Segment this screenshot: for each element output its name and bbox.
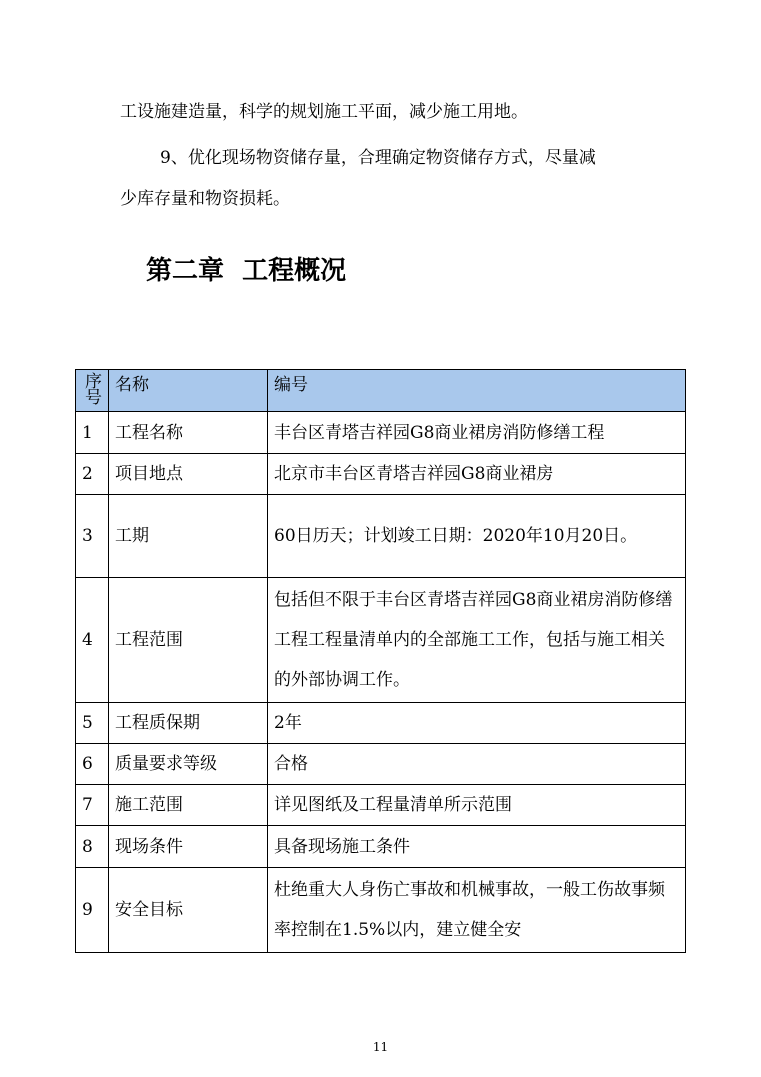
table-row [76,703,686,744]
cell-value: 详见图纸及工程量清单所示范围 [268,785,686,826]
cell-value: 2年 [268,703,686,744]
cell-value: 具备现场施工条件 [268,826,686,868]
table-row [76,868,686,953]
cell-name: 工程名称 [109,412,268,454]
cell-name: 现场条件 [109,826,268,868]
cell-name: 施工范围 [109,785,268,826]
page-number: 11 [372,1040,389,1054]
cell-seq: 2 [76,454,109,495]
cell-name: 工程质保期 [109,703,268,744]
table-row [76,495,686,578]
cell-seq: 5 [76,703,109,744]
cell-seq: 8 [76,826,109,868]
cell-name: 工程范围 [109,578,268,703]
paragraph-line: 9、优化现场物资储存量，合理确定物资储存方式，尽量减 [160,148,596,168]
paragraph-line: 少库存量和物资损耗。 [120,189,290,209]
chapter-heading: 第二章 工程概况 [146,256,347,286]
table-row [76,578,686,703]
paragraph-line: 工设施建造量，科学的规划施工平面，减少施工用地。 [120,102,528,122]
cell-value: 包括但不限于丰台区青塔吉祥园G8商业裙房消防修缮工程工程量清单内的全部施工工作，包括与施工相关的外部协调工作。 [268,578,686,703]
cell-seq: 9 [76,868,109,953]
cell-name: 质量要求等级 [109,744,268,785]
header-code: 编号 [268,370,686,412]
cell-value: 60日历天；计划竣工日期：2020年10月20日。 [268,495,686,578]
cell-value: 合格 [268,744,686,785]
cell-name: 项目地点 [109,454,268,495]
table-row [76,744,686,785]
cell-name: 工期 [109,495,268,578]
header-name: 名称 [109,370,268,412]
header-seq: 序号 [76,370,109,412]
cell-seq: 6 [76,744,109,785]
cell-name: 安全目标 [109,868,268,953]
cell-value: 杜绝重大人身伤亡事故和机械事故，一般工伤故事频率控制在1.5%以内，建立健全安 [268,868,686,953]
cell-seq: 4 [76,578,109,703]
cell-seq: 1 [76,412,109,454]
cell-seq: 7 [76,785,109,826]
table-row [76,826,686,868]
cell-seq: 3 [76,495,109,578]
cell-value: 丰台区青塔吉祥园G8商业裙房消防修缮工程 [268,412,686,454]
table-row [76,454,686,495]
table-row [76,785,686,826]
table-row [76,412,686,454]
cell-value: 北京市丰台区青塔吉祥园G8商业裙房 [268,454,686,495]
project-overview-table [75,369,686,953]
